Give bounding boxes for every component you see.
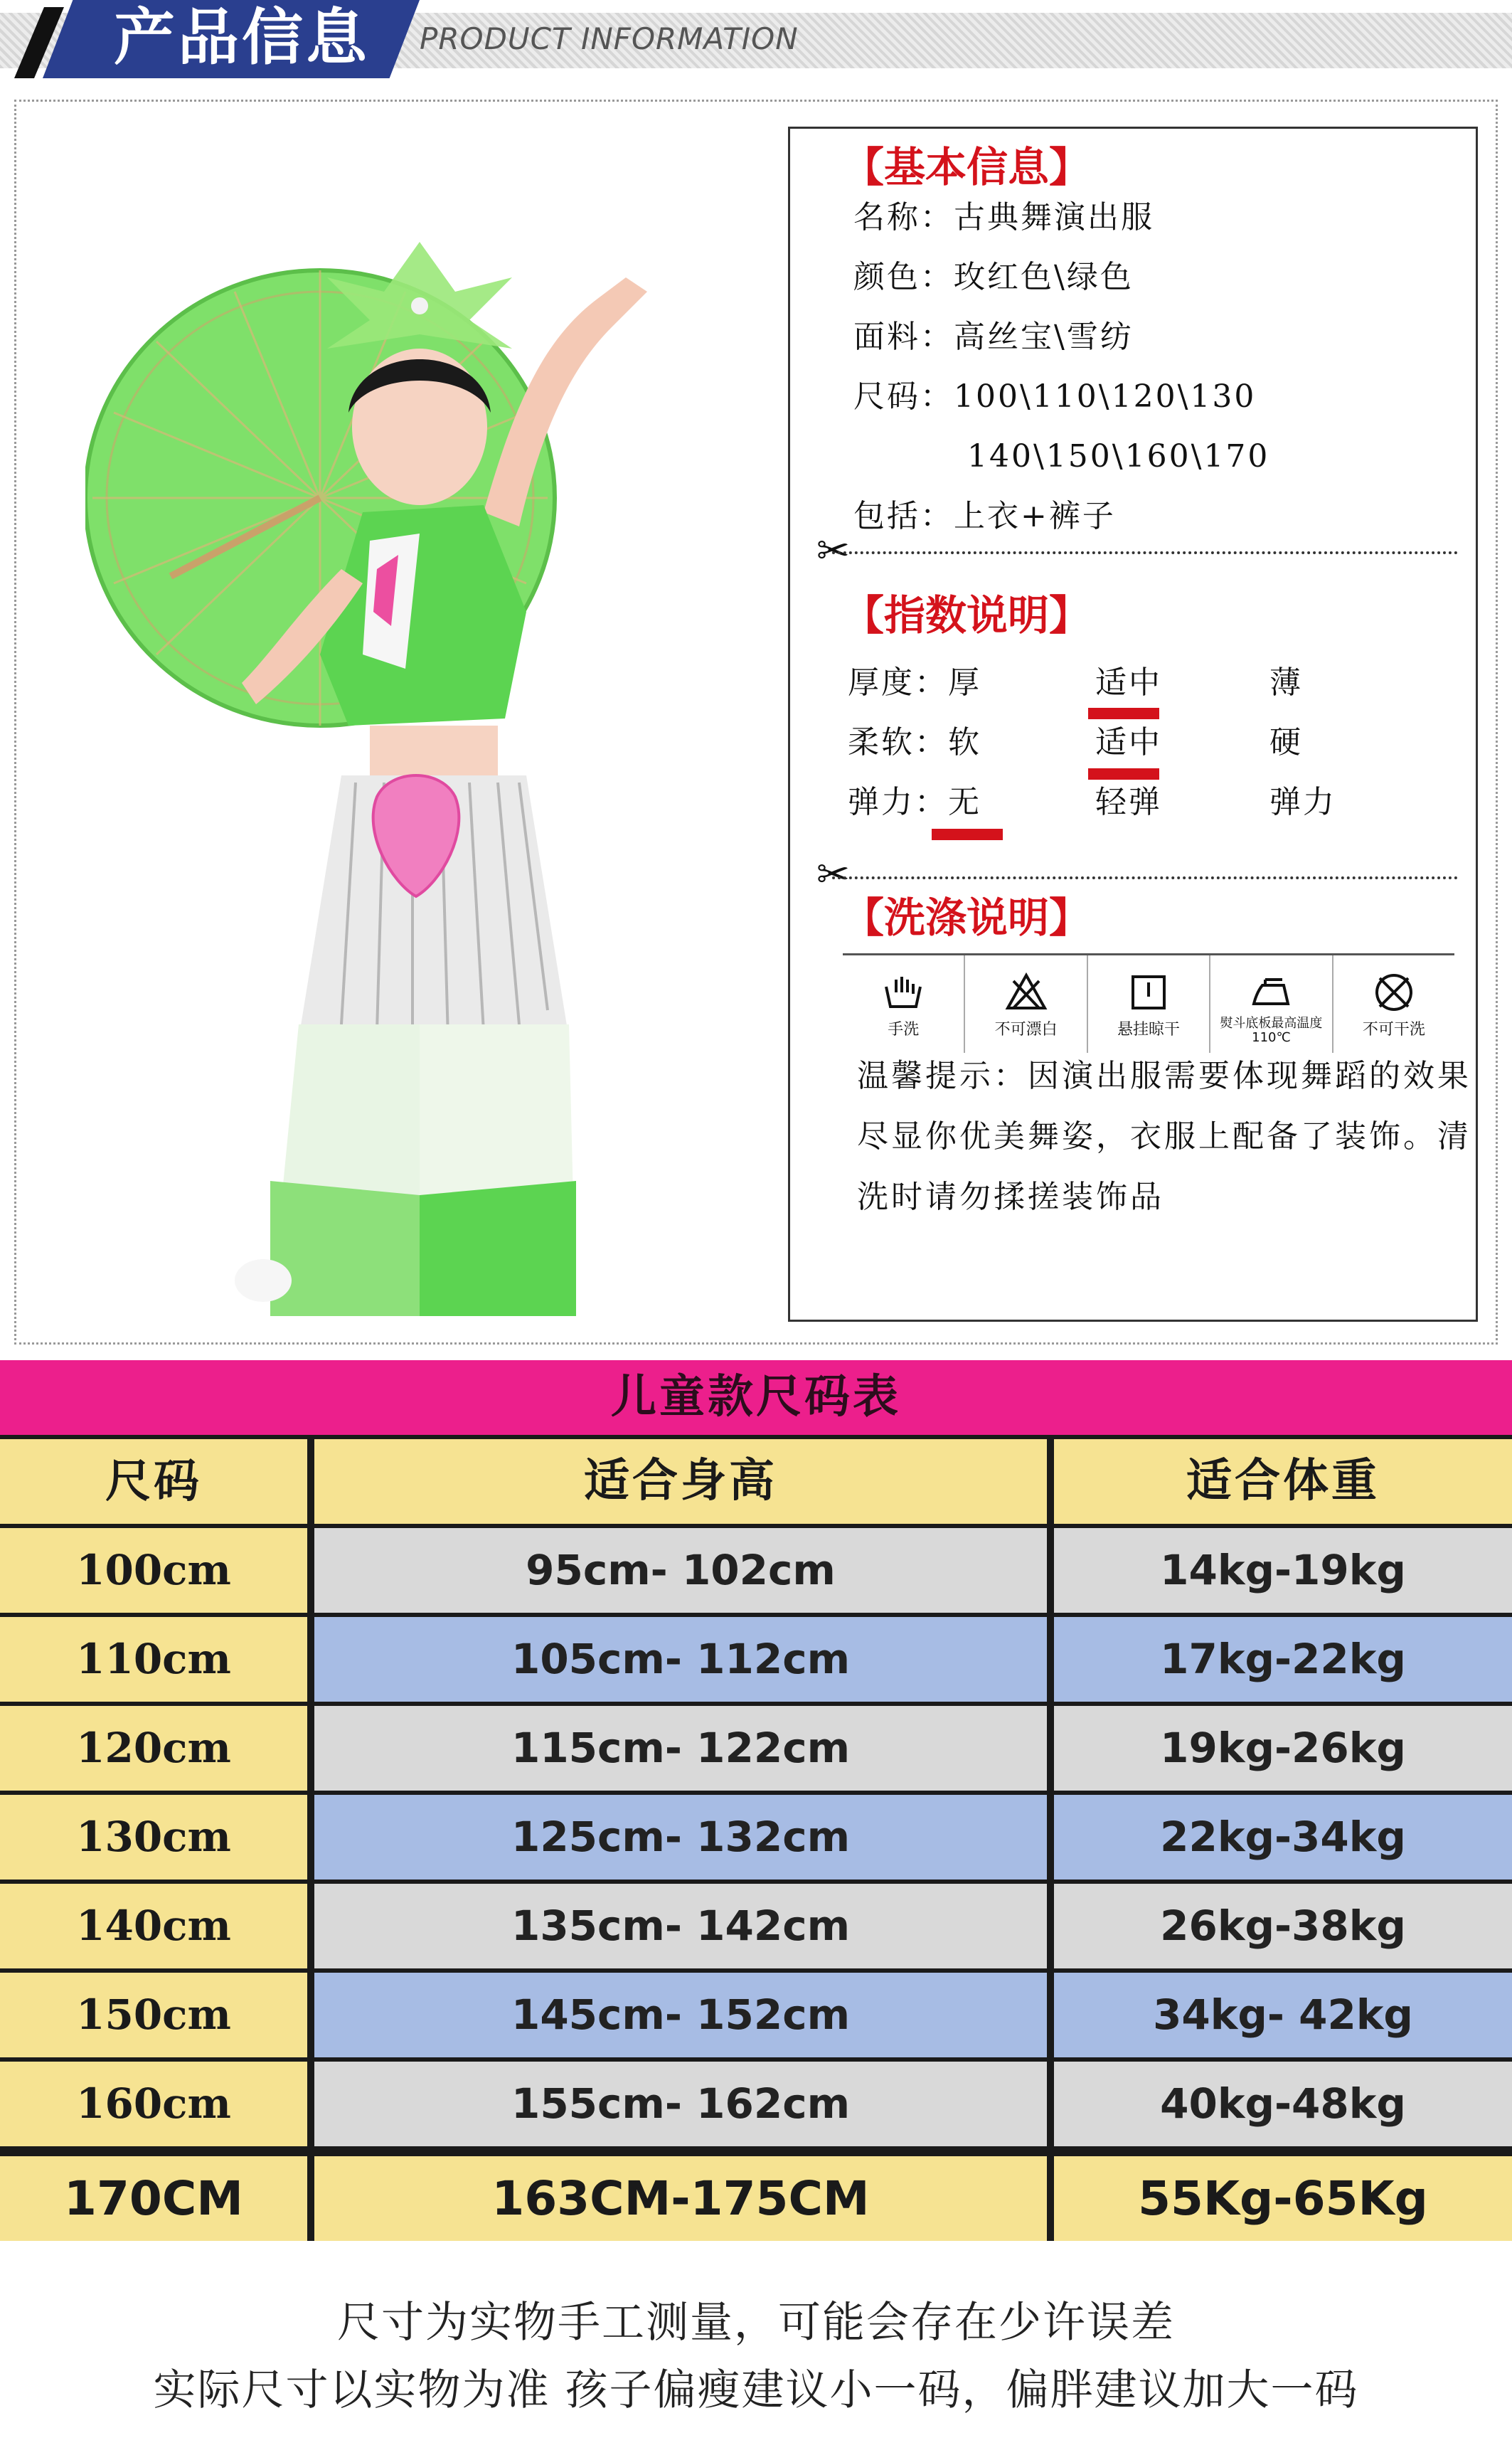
table-row <box>0 1524 1512 1613</box>
table-row <box>0 2057 1512 2146</box>
header-title-cn: 产品信息 <box>114 2 370 73</box>
info-includes: 包括：上衣+裤子 <box>853 498 1116 534</box>
softness-label: 柔软：软 <box>848 724 981 760</box>
wash-cell <box>843 955 965 1053</box>
product-photo <box>85 114 725 1323</box>
wash-title: 【洗涤说明】 <box>843 894 1091 942</box>
weight-cell: 14kg-19kg <box>1054 1528 1512 1613</box>
divider <box>832 876 1458 879</box>
height-cell: 145cm- 152cm <box>314 1973 1047 2057</box>
hand-wash-icon <box>882 971 925 1014</box>
wash-label: 不可漂白 <box>994 1021 1058 1039</box>
thickness-mid: 适中 <box>1095 664 1162 701</box>
no-bleach-icon <box>1005 971 1048 1014</box>
elasticity-mid: 轻弹 <box>1095 784 1162 820</box>
size-table <box>0 1435 1512 2235</box>
wash-label: 不可干洗 <box>1362 1021 1425 1039</box>
no-dry-clean-icon <box>1373 971 1415 1014</box>
tip-line-3: 洗时请勿揉搓装饰品 <box>857 1179 1164 1215</box>
thickness-right: 薄 <box>1269 664 1303 701</box>
weight-cell: 40kg-48kg <box>1054 2062 1512 2146</box>
index-title: 【指数说明】 <box>843 591 1091 640</box>
info-color: 颜色：玫红色\绿色 <box>853 259 1134 295</box>
wash-label: 手洗 <box>888 1021 920 1039</box>
wash-label: 熨斗底板最高温度110℃ <box>1220 1016 1323 1045</box>
size-cell: 140cm <box>0 1884 307 1968</box>
elasticity-right: 弹力 <box>1269 784 1336 820</box>
hang-dry-icon <box>1127 971 1170 1014</box>
info-size-2: 140\150\160\170 <box>967 438 1270 474</box>
softness-mid: 适中 <box>1095 724 1162 760</box>
footer-note-1: 尺寸为实物手工测量，可能会存在少许误差 <box>337 2298 1175 2348</box>
header-size: 尺码 <box>0 1439 307 1524</box>
tip-line-2: 尽显你优美舞姿，衣服上配备了装饰。清 <box>857 1118 1471 1155</box>
divider <box>832 551 1458 554</box>
weight-cell: 19kg-26kg <box>1054 1706 1512 1791</box>
wash-cell <box>965 955 1087 1053</box>
table-row <box>0 1791 1512 1880</box>
footer-note-2: 实际尺寸以实物为准 孩子偏瘦建议小一码，偏胖建议加大一码 <box>153 2365 1359 2415</box>
table-row <box>0 2146 1512 2235</box>
elasticity-marker <box>932 829 1003 840</box>
header-height: 适合身高 <box>314 1439 1047 1524</box>
info-size: 尺码：100\110\120\130 <box>853 378 1257 415</box>
height-cell: 155cm- 162cm <box>314 2062 1047 2146</box>
scissor-icon: ✂ <box>816 528 850 574</box>
weight-cell: 22kg-34kg <box>1054 1795 1512 1880</box>
table-row <box>0 1968 1512 2057</box>
size-cell: 150cm <box>0 1973 307 2057</box>
softness-right: 硬 <box>1269 724 1303 760</box>
table-row <box>0 1613 1512 1702</box>
header-weight: 适合体重 <box>1054 1439 1512 1524</box>
table-row <box>0 1880 1512 1968</box>
weight-cell: 55Kg-65Kg <box>1054 2156 1512 2241</box>
scissor-icon: ✂ <box>816 852 850 898</box>
weight-cell: 26kg-38kg <box>1054 1884 1512 1968</box>
weight-cell: 17kg-22kg <box>1054 1617 1512 1702</box>
table-row <box>0 1702 1512 1791</box>
height-cell: 115cm- 122cm <box>314 1706 1047 1791</box>
size-cell: 130cm <box>0 1795 307 1880</box>
thickness-marker <box>1088 708 1159 719</box>
header-banner <box>0 0 1512 78</box>
size-cell: 120cm <box>0 1706 307 1791</box>
size-cell: 160cm <box>0 2062 307 2146</box>
thickness-label: 厚度：厚 <box>848 664 981 701</box>
size-table-title: 儿童款尺码表 <box>0 1360 1512 1435</box>
size-cell: 170CM <box>0 2156 307 2241</box>
height-cell: 135cm- 142cm <box>314 1884 1047 1968</box>
wash-label: 悬挂晾干 <box>1117 1021 1181 1039</box>
tip-line-1: 温馨提示：因演出服需要体现舞蹈的效果 <box>857 1058 1471 1094</box>
elasticity-label: 弹力：无 <box>848 784 981 820</box>
height-cell: 125cm- 132cm <box>314 1795 1047 1880</box>
wash-cell <box>1333 955 1454 1053</box>
wash-cell <box>1210 955 1333 1053</box>
size-cell: 100cm <box>0 1528 307 1613</box>
height-cell: 105cm- 112cm <box>314 1617 1047 1702</box>
table-header-row <box>0 1435 1512 1524</box>
wash-cell <box>1088 955 1210 1053</box>
info-fabric: 面料：高丝宝\雪纺 <box>853 319 1134 355</box>
info-name: 名称：古典舞演出服 <box>853 199 1154 235</box>
height-cell: 95cm- 102cm <box>314 1528 1047 1613</box>
wash-icons-row <box>843 953 1454 1053</box>
height-cell: 163CM-175CM <box>314 2156 1047 2241</box>
size-cell: 110cm <box>0 1617 307 1702</box>
softness-marker <box>1088 768 1159 780</box>
iron-icon <box>1250 971 1292 1014</box>
weight-cell: 34kg- 42kg <box>1054 1973 1512 2057</box>
header-title-en: PRODUCT INFORMATION <box>420 21 799 56</box>
basic-info-title: 【基本信息】 <box>843 143 1091 191</box>
